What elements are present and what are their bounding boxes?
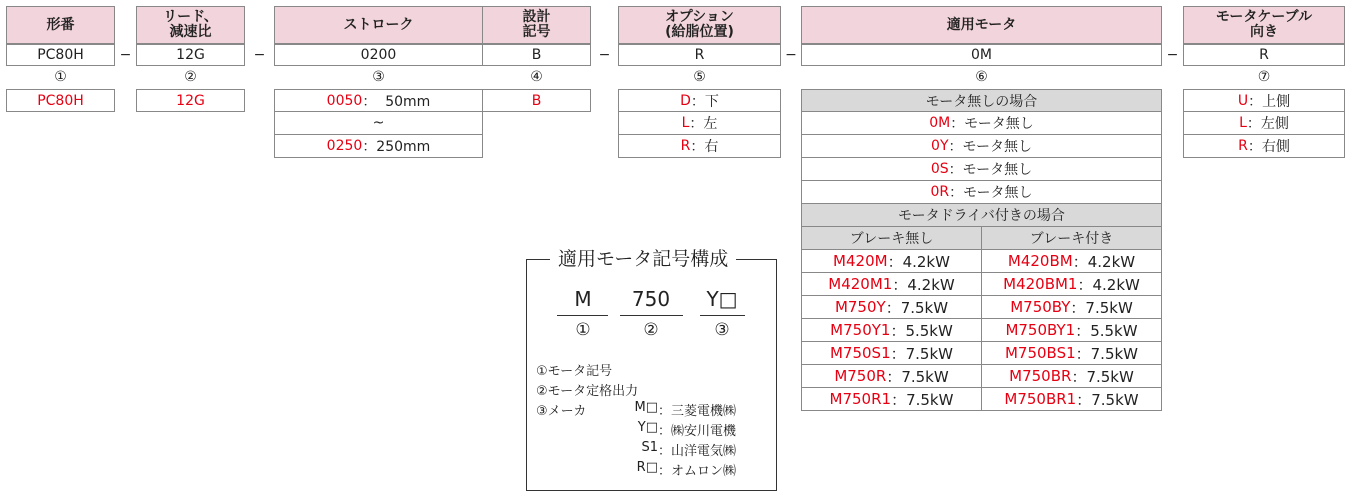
legend-maker-label: ③メーカ bbox=[536, 404, 587, 419]
legend-line: ②モータ定格出力 bbox=[536, 384, 639, 399]
motor-code: M750R1 bbox=[829, 390, 892, 408]
legend-part-number: ② bbox=[643, 320, 659, 340]
separator-dash: − bbox=[119, 47, 132, 63]
cable-code: R bbox=[1238, 138, 1248, 154]
motor-power: ：5.5kW bbox=[890, 321, 953, 340]
motor-driver-cell bbox=[981, 387, 1162, 411]
cable-text: ：上側 bbox=[1248, 93, 1291, 110]
position-number: ⑤ bbox=[693, 69, 706, 85]
stroke-max-code: 0250 bbox=[326, 138, 363, 154]
motor-power: ：7.5kW bbox=[1071, 367, 1134, 386]
no-motor-header: モータ無しの場合 bbox=[801, 89, 1162, 112]
value-motor: 0M bbox=[801, 44, 1162, 66]
header-design: 設計 記号 bbox=[482, 6, 591, 44]
position-number: ② bbox=[184, 69, 197, 85]
position-number: ③ bbox=[372, 69, 385, 85]
cable-text: ：右側 bbox=[1247, 139, 1290, 155]
motor-code: M750BR1 bbox=[1004, 390, 1077, 408]
option-code: R bbox=[680, 138, 691, 154]
option-code: L bbox=[681, 115, 690, 131]
motor-text: ：モータ無し bbox=[950, 116, 1034, 132]
header-option: オプション (給脂位置) bbox=[618, 6, 781, 44]
cable-code: U bbox=[1237, 92, 1249, 109]
header-motor: 適用モータ bbox=[801, 6, 1162, 44]
header-model bbox=[6, 6, 115, 44]
stroke-min-text: ： 50mm bbox=[362, 93, 431, 110]
legend-part-number: ③ bbox=[714, 320, 730, 340]
motor-text: ：モータ無し bbox=[948, 139, 1032, 155]
no-motor-row bbox=[801, 134, 1162, 158]
maker-name: ：㈱安川電機 bbox=[658, 424, 737, 439]
lead-option: 12G bbox=[136, 89, 245, 112]
no-motor-row bbox=[801, 111, 1162, 135]
legend-underline bbox=[700, 315, 745, 316]
option-text: ：下 bbox=[690, 93, 719, 110]
motor-driver-cell bbox=[801, 249, 982, 273]
motor-code: M750BS1 bbox=[1004, 344, 1076, 362]
cable-text: ：左側 bbox=[1246, 116, 1289, 132]
motor-driver-cell bbox=[981, 318, 1162, 342]
header-model-label: 形番 bbox=[46, 16, 75, 33]
motor-power: ：7.5kW bbox=[890, 344, 953, 363]
motor-code: M420BM1 bbox=[1003, 275, 1078, 293]
maker-name: ：三菱電機㈱ bbox=[658, 404, 737, 419]
brake-with-header: ブレーキ付き bbox=[981, 226, 1162, 250]
motor-code: M750S1 bbox=[829, 344, 891, 362]
motor-code: M750BY1 bbox=[1005, 321, 1076, 339]
legend-part-number: ① bbox=[575, 320, 591, 340]
motor-driver-cell bbox=[801, 295, 982, 319]
position-number: ④ bbox=[530, 69, 543, 85]
value-option: R bbox=[618, 44, 781, 66]
motor-code: M750BY bbox=[1010, 298, 1071, 316]
motor-power: ：7.5kW bbox=[1076, 390, 1139, 409]
motor-driver-cell bbox=[801, 387, 982, 411]
motor-power: ：4.2kW bbox=[1072, 252, 1136, 271]
cable-option-row bbox=[1183, 111, 1345, 135]
position-number: ① bbox=[54, 69, 67, 85]
cable-option-row bbox=[1183, 89, 1345, 112]
motor-text: ：モータ無し bbox=[948, 162, 1033, 178]
legend-part: Y□ bbox=[706, 287, 738, 311]
motor-driver-cell bbox=[801, 364, 982, 388]
value-model: PC80H bbox=[6, 44, 115, 66]
legend-line: ①モータ記号 bbox=[536, 364, 613, 379]
stroke-option-range: ~ bbox=[274, 111, 483, 135]
motor-driver-cell bbox=[981, 295, 1162, 319]
motor-code: M750Y bbox=[834, 298, 886, 316]
motor-power: ：7.5kW bbox=[891, 390, 954, 409]
motor-text: ：モータ無し bbox=[949, 185, 1033, 201]
position-number: ⑥ bbox=[975, 69, 988, 85]
motor-code: M750R bbox=[834, 367, 887, 385]
position-number: ⑦ bbox=[1257, 69, 1271, 85]
motor-driver-cell bbox=[801, 341, 982, 365]
model-option: PC80H bbox=[6, 89, 115, 112]
value-cable: R bbox=[1183, 44, 1345, 66]
stroke-option-min bbox=[274, 89, 483, 112]
motor-code: 0R bbox=[930, 184, 950, 200]
legend-underline bbox=[557, 315, 608, 316]
maker-name: ：オムロン㈱ bbox=[658, 464, 737, 479]
motor-code: 0M bbox=[929, 115, 951, 131]
option-row bbox=[618, 111, 781, 135]
separator-dash: − bbox=[253, 47, 266, 63]
separator-dash: − bbox=[785, 47, 797, 63]
legend-part: 750 bbox=[631, 287, 671, 311]
option-code: D bbox=[680, 92, 691, 109]
motor-driver-cell bbox=[981, 249, 1162, 273]
header-lead: リード、 減速比 bbox=[136, 6, 245, 44]
value-design: B bbox=[482, 44, 591, 66]
maker-code: Y□ bbox=[637, 420, 658, 435]
motor-driver-cell bbox=[801, 318, 982, 342]
separator-dash: − bbox=[598, 47, 611, 63]
motor-code: 0S bbox=[930, 161, 949, 177]
legend-title: 適用モータ記号構成 bbox=[550, 245, 736, 273]
option-row bbox=[618, 89, 781, 112]
motor-driver-cell bbox=[801, 272, 982, 296]
motor-power: ：7.5kW bbox=[1070, 298, 1133, 317]
maker-code: S1 bbox=[641, 440, 658, 455]
motor-code: M420M bbox=[833, 252, 888, 270]
stroke-max-text: ：250mm bbox=[362, 139, 431, 155]
motor-code: M420M1 bbox=[828, 275, 893, 293]
driver-header: モータドライバ付きの場合 bbox=[801, 203, 1162, 227]
legend-part: M bbox=[574, 287, 592, 311]
value-stroke: 0200 bbox=[274, 44, 483, 66]
motor-code: 0Y bbox=[931, 138, 949, 154]
motor-power: ：7.5kW bbox=[886, 367, 949, 386]
brake-none-header: ブレーキ無し bbox=[801, 226, 982, 250]
motor-code: M750Y1 bbox=[830, 321, 891, 339]
cable-option-row bbox=[1183, 134, 1345, 158]
option-text: ：左 bbox=[689, 116, 718, 132]
header-cable: モータケーブル 向き bbox=[1183, 6, 1345, 44]
design-option: B bbox=[482, 89, 591, 112]
motor-power: ：4.2kW bbox=[887, 252, 950, 271]
motor-driver-cell bbox=[981, 272, 1162, 296]
option-row bbox=[618, 134, 781, 158]
no-motor-row bbox=[801, 157, 1162, 181]
motor-driver-cell bbox=[981, 364, 1162, 388]
no-motor-row bbox=[801, 180, 1162, 204]
legend-underline bbox=[620, 315, 683, 316]
motor-power: ：7.5kW bbox=[1075, 344, 1139, 363]
maker-name: ：山洋電気㈱ bbox=[658, 444, 737, 459]
option-text: ：右 bbox=[690, 139, 719, 155]
motor-power: ：7.5kW bbox=[885, 298, 949, 317]
stroke-min-code: 0050 bbox=[326, 92, 363, 109]
stroke-option-max bbox=[274, 134, 483, 158]
separator-dash: − bbox=[1166, 47, 1179, 63]
maker-code: M□ bbox=[634, 400, 658, 415]
motor-power: ：5.5kW bbox=[1075, 321, 1138, 340]
value-lead: 12G bbox=[136, 44, 245, 66]
motor-code: M750BR bbox=[1009, 367, 1072, 385]
motor-power: ：4.2kW bbox=[892, 275, 955, 294]
motor-code: M420BM bbox=[1007, 252, 1073, 270]
motor-power: ：4.2kW bbox=[1077, 275, 1140, 294]
header-stroke: ストローク bbox=[274, 6, 483, 44]
maker-code: R□ bbox=[636, 460, 658, 475]
cable-code: L bbox=[1239, 115, 1247, 131]
motor-driver-cell bbox=[981, 341, 1162, 365]
